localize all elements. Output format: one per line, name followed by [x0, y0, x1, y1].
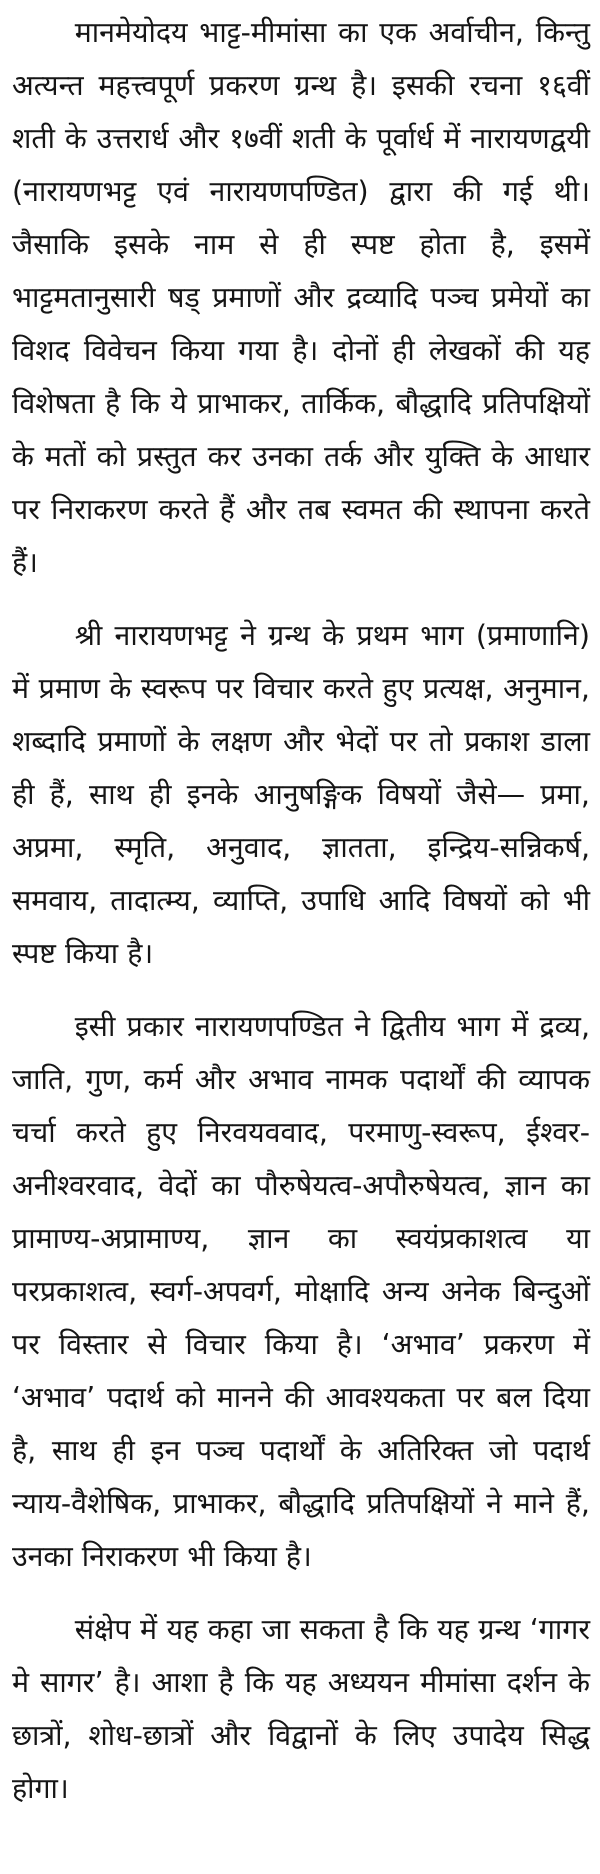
- paragraph-introduction: मानमेयोदय भाट्ट-मीमांसा का एक अर्वाचीन, किन्तु अत्यन्त महत्त्वपूर्ण प्रकरण ग्रन्थ है। इसकी रचना १६वीं शती के उत्तरार्ध और १७वीं शती के पूर्वार्ध में नारायणद्वयी (नारायणभट्ट एवं नारायणपण्डित) द्वारा की गई थी। जैसाकि इसके नाम से ही स्पष्ट होता है, इसमें भाट्टमतानुसारी षड् प्रमाणों और द्रव्यादि पञ्च प्रमेयों का विशद विवेचन किया गया है। दोनों ही लेखकों की यह विशेषता है कि ये प्राभाकर, तार्किक, बौद्धादि प्रतिपक्षियों के मतों को प्रस्तुत कर उनका तर्क और युक्ति के आधार पर निराकरण करते हैं और तब स्वमत की स्थापना करते हैं।: [12, 16, 590, 579]
- paragraph-conclusion: संक्षेप में यह कहा जा सकता है कि यह ग्रन्थ ‘गागर मे सागर’ है। आशा है कि यह अध्ययन मीमांसा दर्शन के छात्रों, शोध-छात्रों और विद्वानों के लिए उपादेय सिद्ध होगा।: [12, 1613, 590, 1805]
- paragraph-first-part: श्री नारायणभट्ट ने ग्रन्थ के प्रथम भाग (प्रमाणानि) में प्रमाण के स्वरूप पर विचार करते हुए प्रत्यक्ष, अनुमान, शब्दादि प्रमाणों के लक्षण और भेदों पर तो प्रकाश डाला ही हैं, साथ ही इनके आनुषङ्गिक विषयों जैसे— प्रमा, अप्रमा, स्मृति, अनुवाद, ज्ञातता, इन्द्रिय-सन्निकर्ष, समवाय, तादात्म्य, व्याप्ति, उपाधि आदि विषयों को भी स्पष्ट किया है।: [12, 619, 590, 970]
- paragraph-second-part: इसी प्रकार नारायणपण्डित ने द्वितीय भाग में द्रव्य, जाति, गुण, कर्म और अभाव नामक पदार्थों की व्यापक चर्चा करते हुए निरवयववाद, परमाणु-स्वरूप, ईश्वर-अनीश्वरवाद, वेदों का पौरुषेयत्व-अपौरुषेयत्व, ज्ञान का प्रामाण्य-अप्रामाण्य, ज्ञान का स्वयंप्रकाशत्व या परप्रकाशत्व, स्वर्ग-अपवर्ग, मोक्षादि अन्य अनेक बिन्दुओं पर विस्तार से विचार किया है। ‘अभाव’ प्रकरण में ‘अभाव’ पदार्थ को मानने की आवश्यकता पर बल दिया है, साथ ही इन पञ्च पदार्थों के अतिरिक्त जो पदार्थ न्याय-वैशेषिक, प्राभाकर, बौद्धादि प्रतिपक्षियों ने माने हैं, उनका निराकरण भी किया है।: [12, 1010, 590, 1573]
